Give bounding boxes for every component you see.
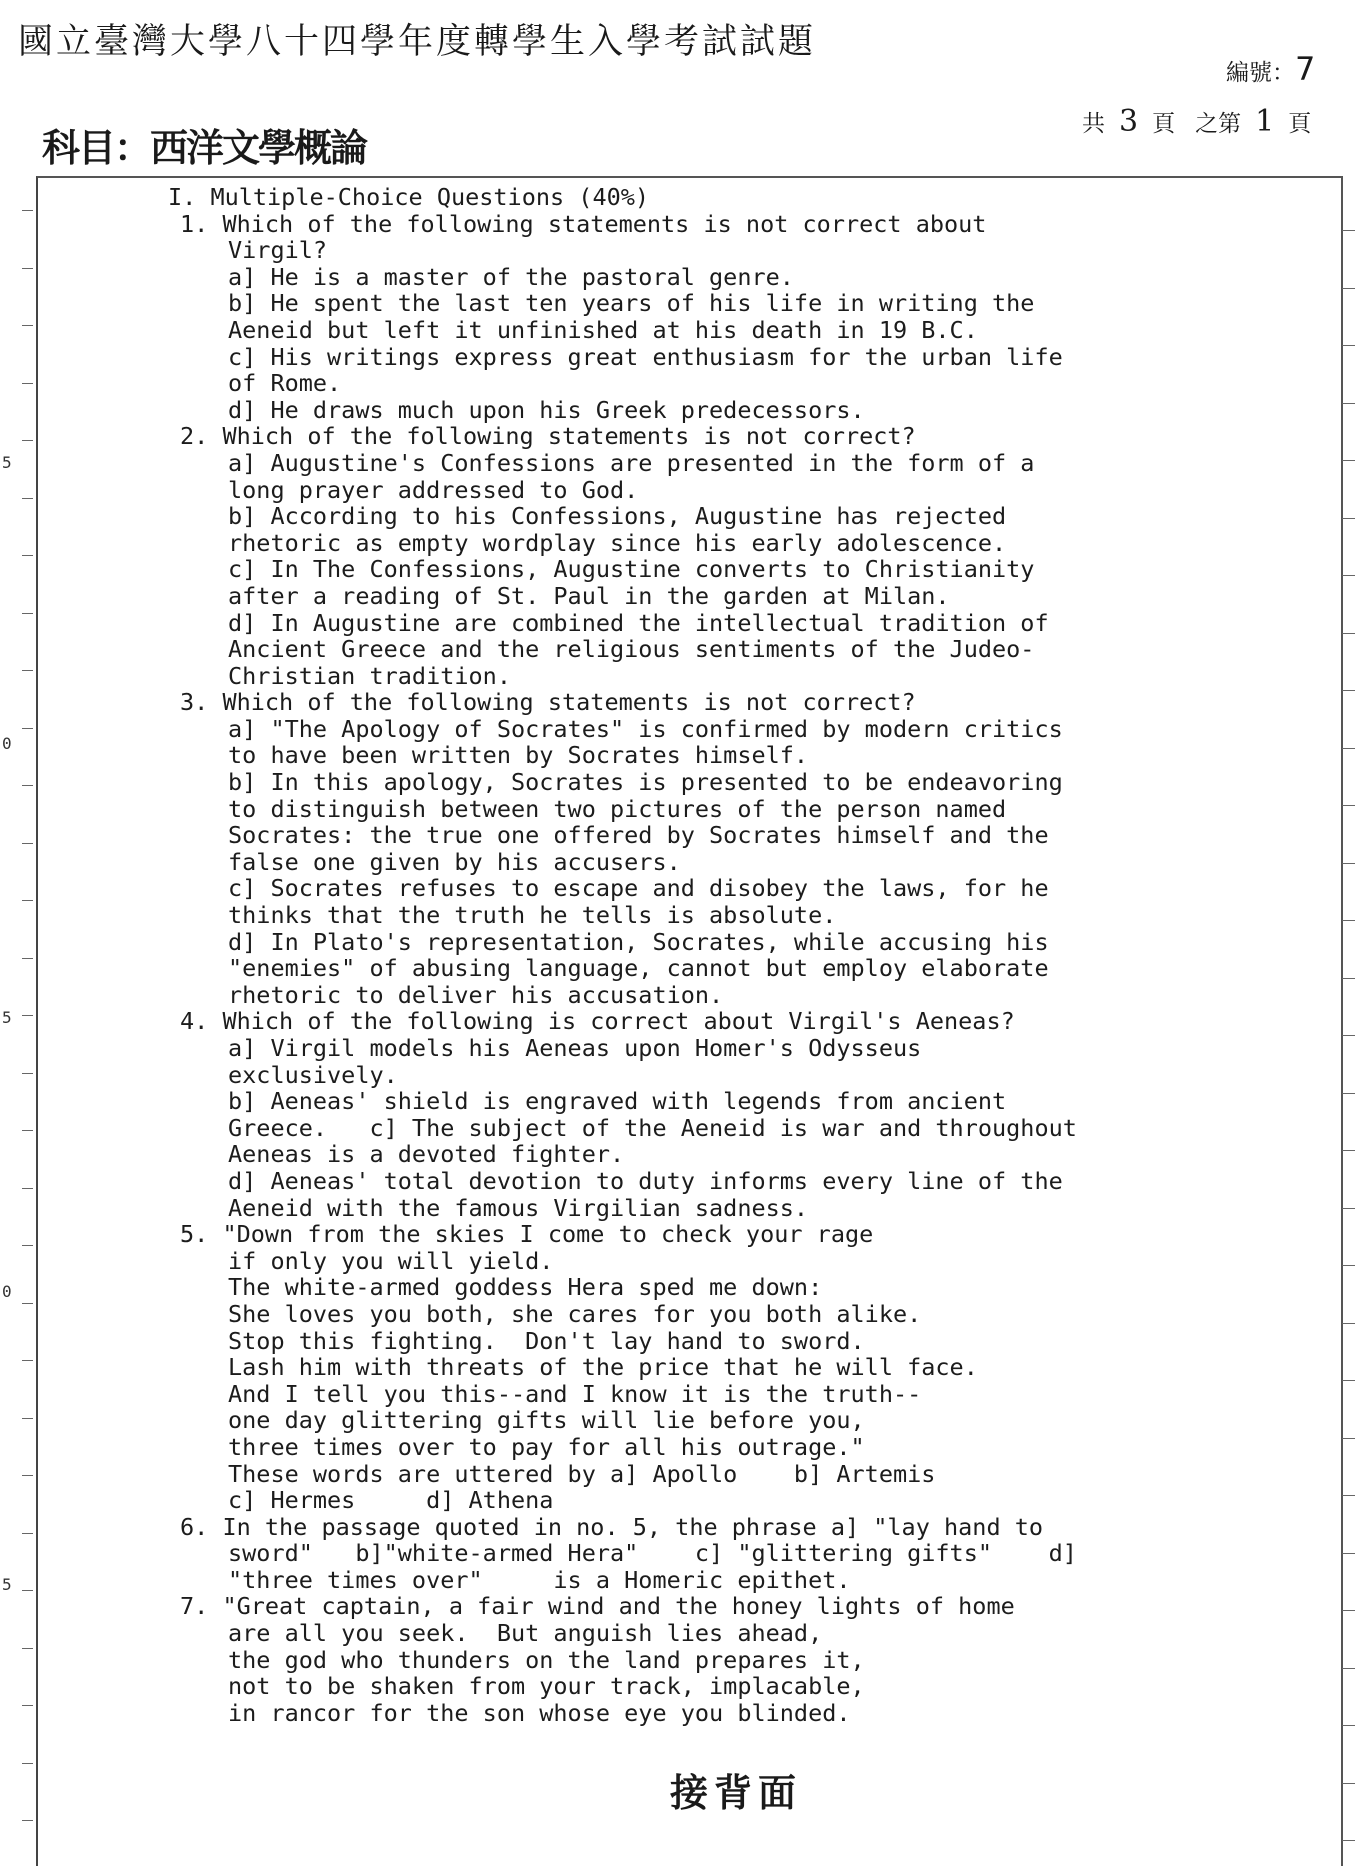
pages-current-value: 1 xyxy=(1255,104,1275,139)
exam-questions xyxy=(0,184,1077,1726)
subject-label: 科目：西洋文學概論 xyxy=(42,125,367,170)
exam-text-line: 5. "Down from the skies I come to check your rage xyxy=(180,1220,874,1249)
ruler-tick xyxy=(1342,633,1355,634)
ruler-tick xyxy=(1342,230,1355,231)
exam-text-line: rhetoric as empty wordplay since his early adolescence. xyxy=(228,528,1007,557)
exam-text-line: 2. Which of the following statements is not correct? xyxy=(180,422,916,451)
exam-text-line: "enemies" of abusing language, cannot but employ elaborate xyxy=(228,954,1049,983)
exam-text-line: Lash him with threats of the price that he will face. xyxy=(228,1353,978,1382)
ruler-label: 5 xyxy=(2,453,12,472)
pages-total-suffix: 頁 xyxy=(1152,111,1176,137)
exam-text-line: not to be shaken from your track, implacable, xyxy=(228,1672,865,1701)
ruler-tick xyxy=(1342,575,1355,576)
ruler-tick xyxy=(1342,1438,1355,1439)
exam-text-line: 4. Which of the following is correct about Virgil's Aeneas? xyxy=(180,1007,1015,1036)
exam-text-line: sword" b]"white-armed Hera" c] "glittering gifts" d] xyxy=(228,1539,1077,1568)
exam-text-line: Greece. c] The subject of the Aeneid is war and throughout xyxy=(228,1113,1077,1142)
exam-text-line: c] His writings express great enthusiasm for the urban life xyxy=(228,342,1063,371)
exam-text-line: Stop this fighting. Don't lay hand to sword. xyxy=(228,1326,865,1355)
exam-text-line: Christian tradition. xyxy=(228,661,511,690)
ruler-tick xyxy=(1342,518,1355,519)
exam-text-line: 1. Which of the following statements is not correct about xyxy=(180,209,987,238)
exam-text-line: And I tell you this--and I know it is the truth-- xyxy=(228,1379,922,1408)
exam-text-line: after a reading of St. Paul in the garden at Milan. xyxy=(228,581,950,610)
ruler-tick xyxy=(1342,1150,1355,1151)
ruler-tick xyxy=(1342,1323,1355,1324)
exam-text-line: a] He is a master of the pastoral genre. xyxy=(228,262,794,291)
continue-overleaf-note: 接背面 xyxy=(670,1770,803,1815)
exam-text-line: Aeneas is a devoted fighter. xyxy=(228,1140,625,1169)
ruler-label: 5 xyxy=(2,1575,12,1594)
exam-text-line: to have been written by Socrates himself. xyxy=(228,741,809,770)
exam-text-line: Ancient Greece and the religious sentiments of the Judeo- xyxy=(228,635,1035,664)
ruler-tick xyxy=(1342,1208,1355,1209)
ruler-label: 0 xyxy=(2,1282,12,1301)
ruler-tick xyxy=(1342,403,1355,404)
ruler-tick xyxy=(1342,460,1355,461)
exam-text-line: the god who thunders on the land prepares it, xyxy=(228,1645,865,1674)
ruler-tick xyxy=(1342,1035,1355,1036)
ruler-tick xyxy=(1342,1495,1355,1496)
ruler-tick xyxy=(1342,1668,1355,1669)
exam-text-line: d] He draws much upon his Greek predecessors. xyxy=(228,395,865,424)
ruler-tick xyxy=(1342,1265,1355,1266)
exam-text-line: The white-armed goddess Hera sped me down: xyxy=(228,1273,823,1302)
exam-text-line: if only you will yield. xyxy=(228,1246,554,1275)
ruler-label: 5 xyxy=(2,1008,12,1027)
pages-total-value: 3 xyxy=(1119,104,1139,139)
ruler-tick xyxy=(1342,345,1355,346)
exam-text-line: d] In Plato's representation, Socrates, while accusing his xyxy=(228,927,1049,956)
exam-text-line: Aeneid with the famous Virgilian sadness. xyxy=(228,1193,809,1222)
exam-text-line: c] In The Confessions, Augustine converts to Christianity xyxy=(228,555,1035,584)
ruler-tick xyxy=(1342,978,1355,979)
exam-text-line: "three times over" is a Homeric epithet. xyxy=(228,1565,851,1594)
exam-text-line: in rancor for the son whose eye you blinded. xyxy=(228,1698,851,1727)
exam-text-line: one day glittering gifts will lie before you, xyxy=(228,1406,865,1435)
exam-text-line: long prayer addressed to God. xyxy=(228,475,639,504)
exam-text-line: rhetoric to deliver his accusation. xyxy=(228,980,724,1009)
ruler-tick xyxy=(1342,1380,1355,1381)
exam-text-line: Socrates: the true one offered by Socrates himself and the xyxy=(228,821,1049,850)
exam-text-line: She loves you both, she cares for you both alike. xyxy=(228,1299,922,1328)
pages-current-prefix: 之第 xyxy=(1195,111,1242,137)
ruler-tick xyxy=(1342,748,1355,749)
exam-text-line: These words are uttered by a] Apollo b] Artemis xyxy=(228,1459,936,1488)
exam-text-line: b] In this apology, Socrates is presented to be endeavoring xyxy=(228,768,1063,797)
exam-text-line: three times over to pay for all his outrage." xyxy=(228,1432,865,1461)
ruler-tick xyxy=(1342,1783,1355,1784)
exam-text-line: b] Aeneas' shield is engraved with legends from ancient xyxy=(228,1087,1007,1116)
serial-label: 編號： xyxy=(1226,60,1295,86)
ruler-tick xyxy=(1342,1093,1355,1094)
ruler-tick xyxy=(22,1820,33,1821)
page-indicator xyxy=(1082,104,1311,139)
exam-text-line: a] Virgil models his Aeneas upon Homer's Odysseus xyxy=(228,1034,922,1062)
exam-text-line: b] He spent the last ten years of his life in writing the xyxy=(228,289,1035,318)
exam-text-line: d] In Augustine are combined the intellectual tradition of xyxy=(228,608,1049,637)
pages-current-suffix: 頁 xyxy=(1288,111,1312,137)
exam-text-line: a] "The Apology of Socrates" is confirmed by modern critics xyxy=(228,714,1063,743)
exam-text-line: 3. Which of the following statements is not correct? xyxy=(180,688,916,717)
exam-text-line: 7. "Great captain, a fair wind and the honey lights of home xyxy=(180,1592,1015,1621)
exam-text-line: Aeneid but left it unfinished at his death in 19 B.C. xyxy=(228,315,978,344)
ruler-tick xyxy=(1342,1610,1355,1611)
exam-text-line: c] Hermes d] Athena xyxy=(228,1486,554,1515)
ruler-tick xyxy=(1342,805,1355,806)
ruler-tick xyxy=(1342,288,1355,289)
right-margin-ruler xyxy=(1342,0,1356,1851)
ruler-tick xyxy=(1342,690,1355,691)
exam-text-line: a] Augustine's Confessions are presented in the form of a xyxy=(228,448,1035,477)
exam-text-line: exclusively. xyxy=(228,1060,398,1089)
exam-text-line: to distinguish between two pictures of the person named xyxy=(228,794,1007,823)
ruler-tick xyxy=(1342,1553,1355,1554)
exam-text-line: b] According to his Confessions, Augustine has rejected xyxy=(228,502,1007,531)
exam-text-line: false one given by his accusers. xyxy=(228,847,681,876)
ruler-tick xyxy=(1342,1725,1355,1726)
exam-text-line: thinks that the truth he tells is absolute. xyxy=(228,901,837,930)
ruler-tick xyxy=(22,1763,33,1764)
exam-text-line: 6. In the passage quoted in no. 5, the phrase a] "lay hand to xyxy=(180,1512,1044,1541)
serial-number xyxy=(1226,50,1315,88)
ruler-label: 0 xyxy=(2,734,12,753)
exam-text-line: d] Aeneas' total devotion to duty informs every line of the xyxy=(228,1166,1063,1195)
serial-value: 7 xyxy=(1295,50,1316,88)
exam-text-line: I. Multiple-Choice Questions (40%) xyxy=(168,183,650,211)
ruler-tick xyxy=(1342,920,1355,921)
exam-text-line: of Rome. xyxy=(228,369,342,398)
exam-text-line: are all you seek. But anguish lies ahead, xyxy=(228,1619,823,1648)
exam-text-line: c] Socrates refuses to escape and disobey the laws, for he xyxy=(228,874,1049,903)
page-title: 國立臺灣大學八十四學年度轉學生入學考試試題 xyxy=(18,22,817,62)
exam-text-line: Virgil? xyxy=(228,236,328,265)
ruler-tick xyxy=(1342,863,1355,864)
ruler-tick xyxy=(1342,1840,1355,1841)
pages-total-prefix: 共 xyxy=(1082,111,1105,137)
